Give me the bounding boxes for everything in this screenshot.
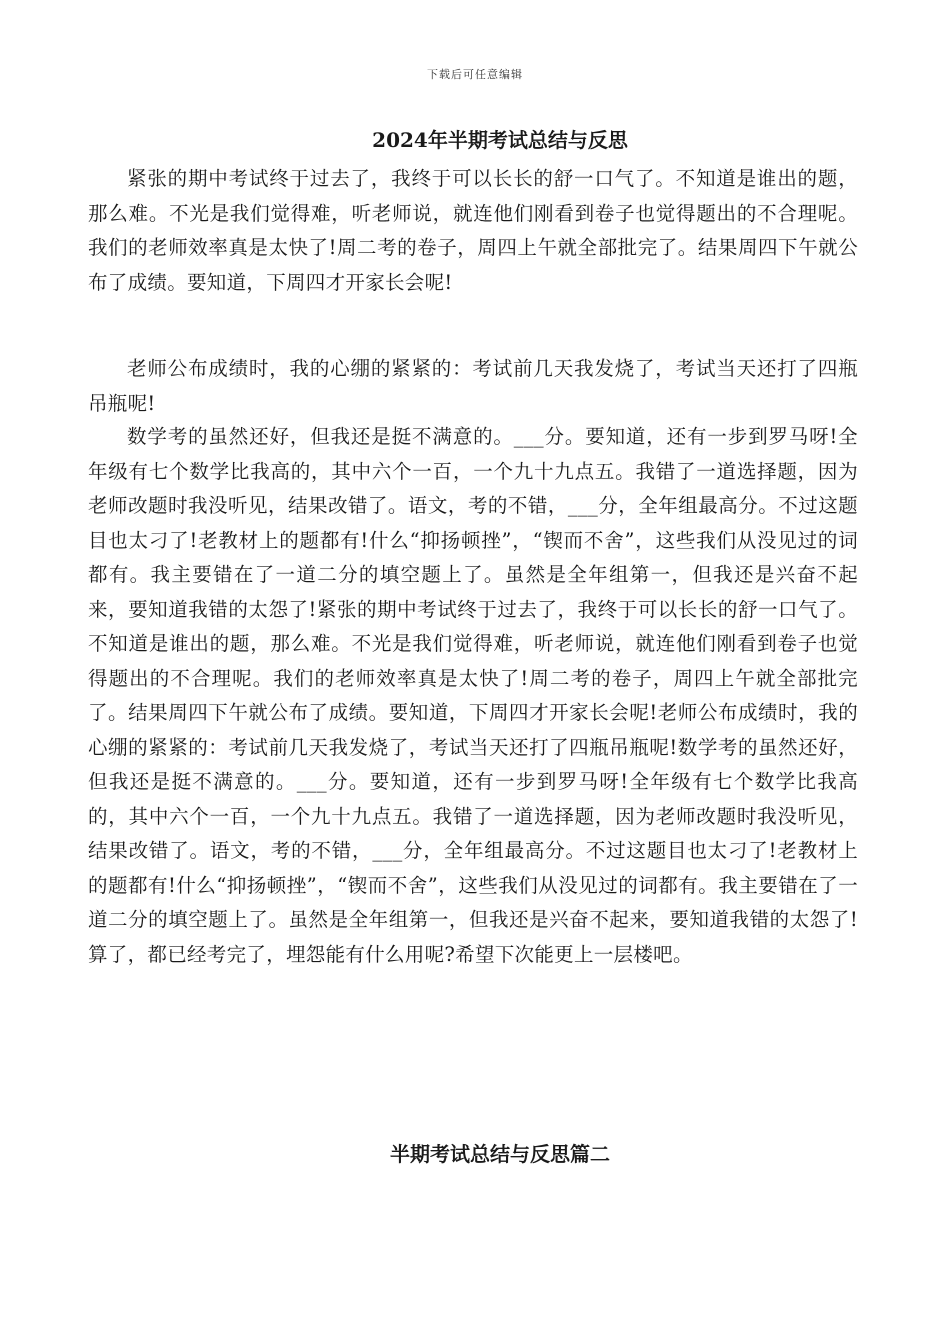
paragraph-1: 紧张的期中考试终于过去了，我终于可以长长的舒一口气了。不知道是谁出的题，那么难。不光是我们觉得难，听老师说，就连他们刚看到卷子也觉得题出的不合理呢。我们的老师效率真是太快了!周二考的卷子，周四上午就全部批完了。结果周四下午就公布了成绩。要知道，下周四才开家长会呢! (88, 167, 858, 294)
header-note: 下载后可任意编辑 (427, 68, 523, 81)
paragraph-3: 数学考的虽然还好，但我还是挺不满意的。___分。要知道，还有一步到罗马呀!全年级有七个数学比我高的，其中六个一百，一个九十九点五。我错了一道选择题，因为老师改题时我没听见，结果改错了。语文，考的不错，___分，全年组最高分。不过这题目也太刁了!老教材上的题都有!什么“抑扬顿挫”，“锲而不舍”，这些我们从没见过的词都有。我主要错在了一道二分的填空题上了。虽然是全年组第一，但我还是兴奋不起来，要知道我错的太怨了!紧张的期中考试终于过去了，我终于可以长长的舒一口气了。不知道是谁出的题，那么难。不光是我们觉得难，听老师说，就连他们刚看到卷子也觉得题出的不合理呢。我们的老师效率真是太快了!周二考的卷子，周四上午就全部批完了。结果周四下午就公布了成绩。要知道，下周四才开家长会呢!老师公布成绩时，我的心绷的紧紧的：考试前几天我发烧了，考试当天还打了四瓶吊瓶呢!数学考的虽然还好，但我还是挺不满意的。___分。要知道，还有一步到罗马呀!全年级有七个数学比我高的，其中六个一百，一个九十九点五。我错了一道选择题，因为老师改题时我没听见，结果改错了。语文，考的不错，___分，全年组最高分。不过这题目也太刁了!老教材上的题都有!什么“抑扬顿挫”，“锲而不舍”，这些我们从没见过的词都有。我主要错在了一道二分的填空题上了。虽然是全年组第一，但我还是兴奋不起来，要知道我错的太怨了!算了，都已经考完了，埋怨能有什么用呢?希望下次能更上一层楼吧。 (88, 425, 858, 966)
document-title: 2024年半期考试总结与反思 (372, 128, 628, 152)
paragraph-2: 老师公布成绩时，我的心绷的紧紧的：考试前几天我发烧了，考试当天还打了四瓶吊瓶呢! (88, 357, 858, 415)
section-title: 半期考试总结与反思篇二 (390, 1142, 610, 1166)
